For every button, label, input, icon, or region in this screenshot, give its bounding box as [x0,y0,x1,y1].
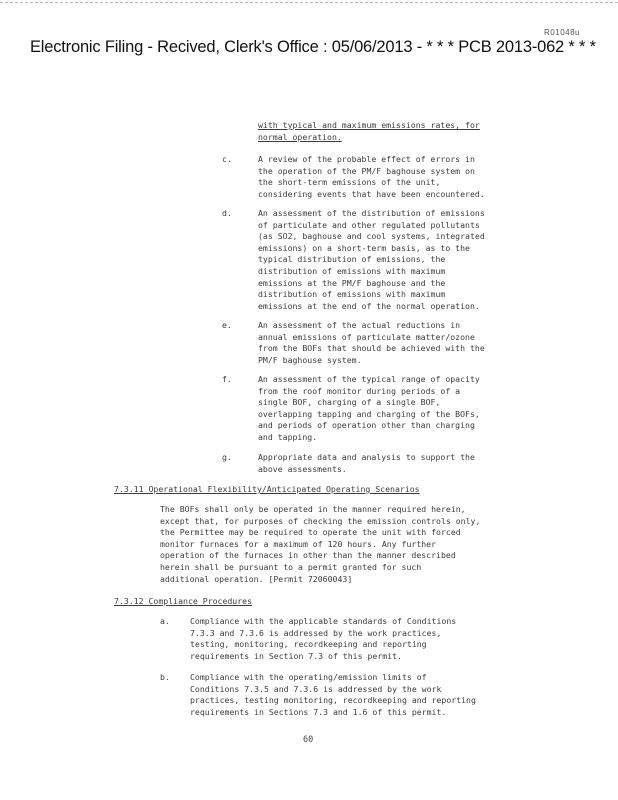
compliance-a-text: Compliance with the applicable standards of Conditions 7.3.3 and 7.3.6 is addressed by the work practices, testing, monitoring, recordkeeping and reporting requirements in Section 7.3 of this permit. [190,616,457,661]
item-f-marker: f. [222,374,232,384]
item-d-marker: d. [222,208,232,218]
document-code: R01048u [544,28,580,37]
item-g-marker: g. [222,452,232,462]
item-d-text: An assessment of the distribution of emissions of particulate and other regulated pollutants (as SO2, baghouse and cool systems, integrated emissions) on a short-term basis, as to the typical distribution of emissions, the distribution of emissions with maximum emissions at the PM/F baghouse and the distribution of emissions with maximum emissions at the end of the normal operation. [258,208,485,311]
compliance-b-marker: b. [160,672,170,682]
continued-text: with typical and maximum emissions rates, for normal operation. [258,120,480,142]
scan-edge-line [0,2,618,9]
section-body-operational-flexibility: The BOFs shall only be operated in the manner required herein, except that, for purposes of checking the emission controls only, the Permittee may be required to operate the unit with forced monitor furnaces for a maximum of 120 hours. Any further operation of the furnaces in other than the manner described herein shall be pursuant to a permit granted for such additional operation. [Permit 72060043] [160,504,481,584]
filing-stamp-header: Electronic Filing - Recived, Clerk's Office : 05/06/2013 - * * * PCB 2013-062 * * * [30,38,596,56]
page-number: 60 [303,735,314,745]
item-e-marker: e. [222,320,232,330]
section-heading-operational-flexibility: 7.3.11 Operational Flexibility/Anticipated Operating Scenarios [114,484,420,494]
item-f-text: An assessment of the typical range of opacity from the roof monitor during periods of a single BOF, charging of a single BOF, overlapping tapping and charging of the BOFs, and periods of operation other than charging and tapping. [258,374,480,442]
item-c-marker: c. [222,154,232,164]
section-heading-compliance-procedures: 7.3.12 Compliance Procedures [114,596,253,606]
item-g-text: Appropriate data and analysis to support the above assessments. [258,452,475,474]
compliance-b-text: Compliance with the operating/emission limits of Conditions 7.3.5 and 7.3.6 is addressed by the work practices, testing monitoring, recordkeeping and reporting requirements in Sections 7.3 and 1.6 of this permit. [190,672,476,717]
item-c-text: A review of the probable effect of errors in the operation of the PM/F baghouse system on the short-term emissions of the unit, considering events that have been encountered. [258,154,485,199]
compliance-a-marker: a. [160,616,170,626]
item-e-text: An assessment of the actual reductions in annual emissions of particulate matter/ozone from the BOFs that should be achieved with the PM/F baghouse system. [258,320,485,365]
